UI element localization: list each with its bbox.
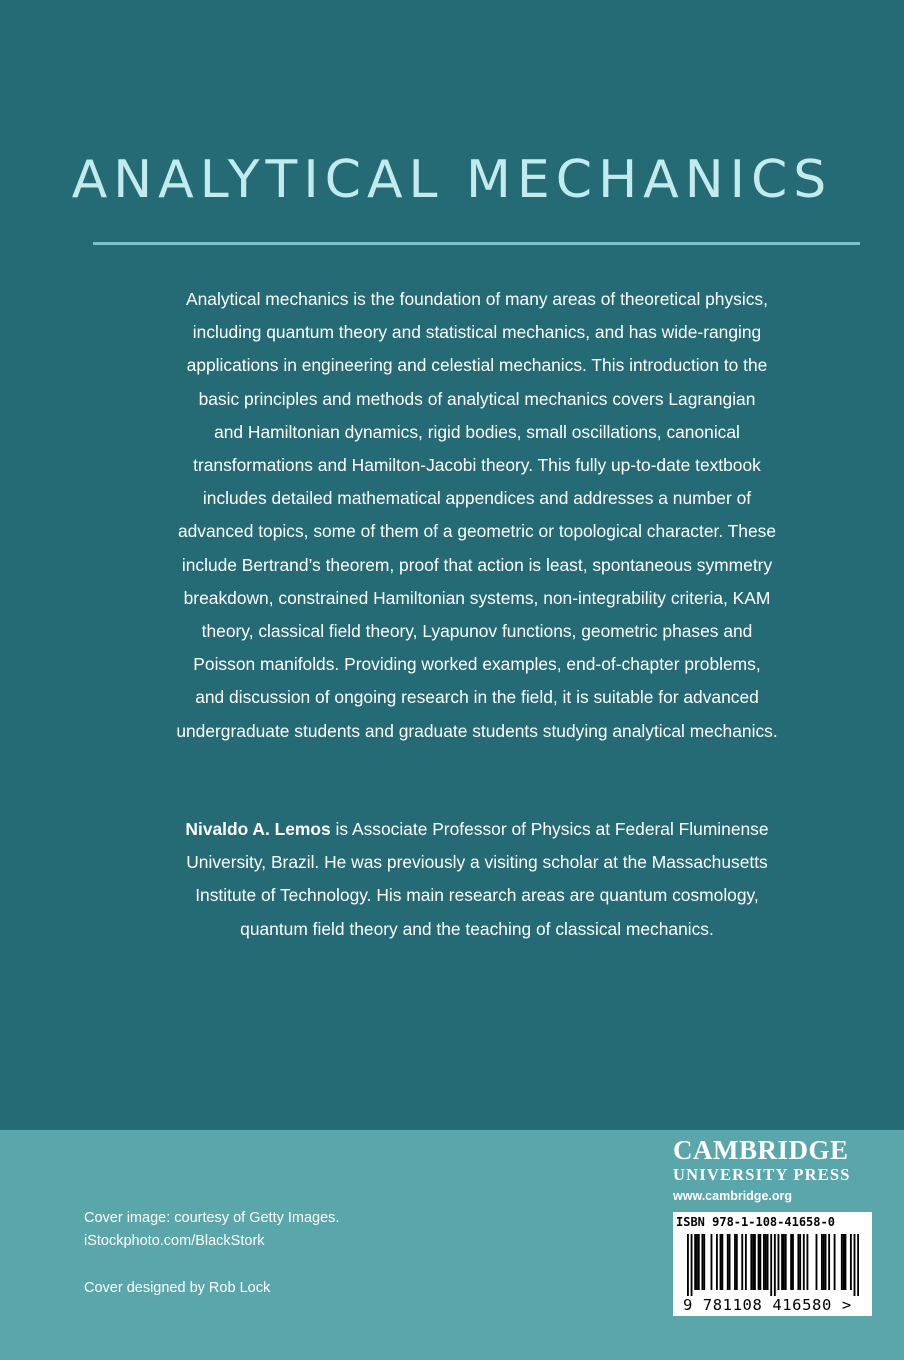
- barcode-bar: [790, 1234, 792, 1290]
- barcode-bar: [828, 1234, 830, 1290]
- barcode-bars: [687, 1234, 859, 1296]
- author-bio-line: University, Brazil. He was previously a visiting scholar at the Massachusetts: [186, 852, 768, 873]
- barcode-bar: [736, 1234, 738, 1290]
- book-description: [120, 283, 834, 748]
- barcode-bar: [729, 1234, 731, 1290]
- blurb-line: Analytical mechanics is the foundation of many areas of theoretical physics,: [186, 289, 768, 309]
- title-divider: [93, 242, 860, 245]
- barcode-bar: [792, 1234, 794, 1290]
- author-bio-text: is Associate Professor of Physics at Federal Fluminense: [330, 819, 769, 839]
- blurb-line: theory, classical field theory, Lyapunov functions, geometric phases and: [201, 621, 753, 642]
- blurb-line: includes detailed mathematical appendices and addresses a number of: [202, 488, 752, 509]
- blurb-line: applications in engineering and celestial mechanics. This introduction to the: [186, 355, 768, 376]
- author-name: Nivaldo A. Lemos: [185, 819, 331, 839]
- blurb-line: include Bertrand’s theorem, proof that action is least, spontaneous symmetry: [181, 554, 773, 575]
- cover-designer-credit: Cover designed by Rob Lock: [84, 1280, 271, 1296]
- barcode-bar: [765, 1234, 767, 1290]
- blurb-line: advanced topics, some of them of a geometric or topological character. These: [177, 521, 777, 542]
- barcode-bar: [806, 1234, 808, 1290]
- barcode-bar: [783, 1234, 785, 1290]
- barcode-bar: [857, 1234, 859, 1296]
- isbn-barcode: [673, 1212, 872, 1316]
- barcode-bar: [752, 1234, 754, 1290]
- barcode-bar: [750, 1234, 752, 1290]
- barcode-bar: [797, 1234, 799, 1290]
- barcode-bar: [734, 1234, 736, 1290]
- barcode-bar: [741, 1234, 743, 1290]
- author-bio-line: Institute of Technology. His main research areas are quantum cosmology,: [195, 885, 759, 906]
- barcode-bar: [823, 1234, 825, 1290]
- barcode-bar: [727, 1234, 729, 1290]
- barcode-bar: [799, 1234, 801, 1290]
- barcode-bar: [825, 1234, 827, 1290]
- barcode-bar: [716, 1234, 718, 1290]
- cover-image-credit: [84, 1207, 339, 1253]
- blurb-line: basic principles and methods of analytical mechanics covers Lagrangian: [198, 388, 756, 409]
- barcode-bar: [703, 1234, 705, 1290]
- barcode-digits-text: 9 781108 416580 >: [682, 1296, 852, 1314]
- barcode-bar: [696, 1234, 698, 1290]
- barcode-bar: [767, 1234, 769, 1290]
- author-bio-line: quantum field theory and the teaching of classical mechanics.: [240, 918, 714, 939]
- isbn-label: ISBN 978-1-108-41658-0: [676, 1215, 835, 1229]
- publisher-name: CAMBRIDGE: [673, 1135, 849, 1165]
- barcode-bar: [803, 1234, 805, 1290]
- barcode-bar: [698, 1234, 700, 1290]
- barcode-bar: [845, 1234, 847, 1290]
- barcode-bar: [778, 1234, 780, 1290]
- blurb-line: and Hamiltonian dynamics, rigid bodies, small oscillations, canonical: [214, 421, 740, 442]
- credit-line: iStockphoto.com/BlackStork: [84, 1233, 265, 1249]
- barcode-bar: [711, 1234, 713, 1290]
- publisher-logo: [673, 1135, 873, 1205]
- barcode-bar: [687, 1234, 689, 1296]
- barcode-bar: [816, 1234, 818, 1290]
- barcode-digits: [673, 1296, 872, 1314]
- barcode-bar: [854, 1234, 856, 1296]
- barcode-bar: [841, 1234, 843, 1290]
- blurb-line: and discussion of ongoing research in the field, it is suitable for advanced: [195, 687, 759, 708]
- barcode-bar: [821, 1234, 823, 1290]
- blurb-line: including quantum theory and statistical mechanics, and has wide-ranging: [192, 322, 762, 343]
- barcode-bar: [785, 1234, 787, 1290]
- barcode-bar: [843, 1234, 845, 1290]
- barcode-bar: [701, 1234, 703, 1290]
- blurb-line: breakdown, constrained Hamiltonian systems, non-integrability criteria, KAM: [183, 587, 771, 608]
- blurb-line: Poisson manifolds. Providing worked examples, end-of-chapter problems,: [193, 654, 761, 675]
- publisher-url: www.cambridge.org: [673, 1189, 793, 1203]
- author-bio: [120, 813, 834, 946]
- author-bio-line: [120, 813, 834, 846]
- barcode-bar: [763, 1234, 765, 1290]
- credit-line: Cover image: courtesy of Getty Images.: [84, 1210, 340, 1226]
- barcode-bar: [759, 1234, 761, 1290]
- barcode-bar: [721, 1234, 723, 1290]
- publisher-press: UNIVERSITY PRESS: [673, 1165, 851, 1184]
- blurb-line: transformations and Hamilton-Jacobi theory. This fully up-to-date textbook: [193, 455, 761, 476]
- barcode-bar: [754, 1234, 756, 1290]
- barcode-bar: [745, 1234, 747, 1290]
- barcode-bar: [758, 1234, 760, 1290]
- blurb-line: undergraduate students and graduate students studying analytical mechanics.: [176, 720, 778, 741]
- barcode-bar: [720, 1234, 722, 1290]
- barcode-bar: [694, 1234, 696, 1290]
- barcode-bar: [850, 1234, 852, 1290]
- barcode-bar: [774, 1234, 776, 1296]
- barcode-bar: [834, 1234, 836, 1290]
- barcode-bar: [691, 1234, 693, 1296]
- book-title: ANALYTICAL MECHANICS: [71, 150, 833, 210]
- barcode-bar: [781, 1234, 783, 1290]
- barcode-bar: [770, 1234, 772, 1296]
